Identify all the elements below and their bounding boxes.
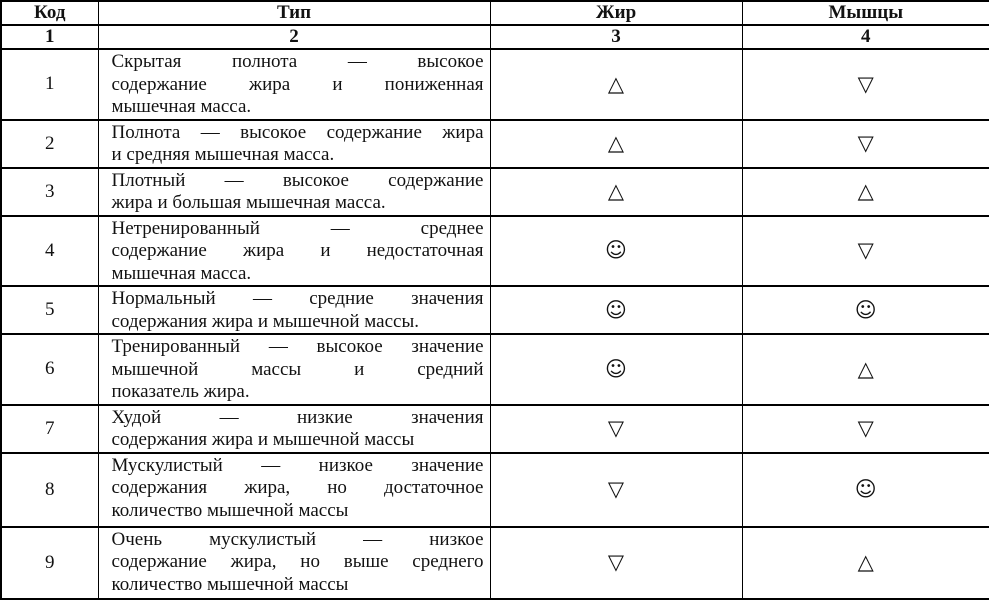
fat-cell: [490, 334, 742, 405]
column-number-1: 1: [1, 25, 98, 49]
triangle-down-icon: ▽: [607, 550, 625, 574]
type-cell: [98, 527, 490, 599]
table-row: [1, 168, 989, 216]
type-text-line: Мускулистый — низкое значение: [111, 454, 484, 476]
type-text-line: и средняя мышечная масса.: [111, 144, 335, 165]
triangle-up-icon: △: [607, 71, 625, 96]
type-text-line: показатель жира.: [111, 381, 250, 402]
type-cell: [98, 168, 490, 216]
triangle-up-icon: △: [857, 356, 874, 381]
table-row: [1, 216, 989, 287]
muscles-cell: [742, 405, 989, 453]
fat-cell: [490, 527, 742, 599]
triangle-down-icon: ▽: [857, 238, 874, 263]
triangle-down-icon: ▽: [607, 416, 625, 440]
code-cell: 6: [1, 334, 98, 405]
type-cell: [98, 453, 490, 527]
table-row: [1, 286, 989, 334]
muscles-cell: [742, 120, 989, 168]
table-row: [1, 453, 989, 527]
type-text-line: содержание жира и недостаточная: [111, 240, 484, 261]
smiley-icon: ☺: [605, 238, 627, 263]
fat-cell: [490, 120, 742, 168]
fat-cell: [490, 286, 742, 334]
triangle-down-icon: ▽: [857, 131, 874, 155]
type-text-line: содержания жира и мышечной массы: [111, 429, 415, 450]
triangle-up-icon: △: [607, 131, 625, 155]
column-header-code: Код: [1, 1, 98, 25]
table-row: [1, 49, 989, 120]
type-text-line: содержание жира, но выше среднего: [111, 551, 484, 572]
type-text-line: мышечной массы и средний: [111, 358, 484, 380]
triangle-down-icon: ▽: [857, 71, 874, 96]
type-text-line: содержание жира и пониженная: [111, 73, 484, 95]
fat-cell: [490, 168, 742, 216]
type-text-line: Плотный — высокое содержание: [111, 169, 484, 191]
smiley-icon: ☺: [605, 356, 627, 381]
type-text-line: жира и большая мышечная масса.: [111, 192, 386, 213]
fat-cell: [490, 216, 742, 287]
header-row: [1, 1, 989, 25]
triangle-up-icon: △: [607, 179, 625, 203]
muscles-cell: [742, 216, 989, 287]
type-text-line: количество мышечной массы: [111, 499, 349, 521]
code-cell: 8: [1, 453, 98, 527]
column-header-type: Тип: [98, 1, 490, 25]
column-number-3: 3: [490, 25, 742, 49]
smiley-icon: ☺: [605, 297, 627, 322]
table-row: [1, 527, 989, 599]
type-text-line: Скрытая полнота — высокое: [111, 51, 484, 72]
type-text-line: Худой — низкие значения: [111, 406, 484, 428]
fat-cell: [490, 49, 742, 120]
type-text-line: мышечная масса.: [111, 96, 252, 117]
triangle-down-icon: ▽: [607, 477, 625, 501]
type-cell: [98, 405, 490, 453]
type-text-line: Нормальный — средние значения: [111, 288, 484, 309]
triangle-down-icon: ▽: [857, 416, 874, 440]
smiley-icon: ☺: [854, 297, 877, 322]
column-number-row: [1, 25, 989, 49]
table-row: [1, 334, 989, 405]
type-text-line: содержания жира, но достаточное: [111, 477, 484, 498]
code-cell: 9: [1, 527, 98, 599]
type-text-line: Тренированный — высокое значение: [111, 336, 484, 357]
code-cell: 1: [1, 49, 98, 120]
table-row: [1, 405, 989, 453]
type-cell: [98, 49, 490, 120]
column-header-fat: Жир: [490, 1, 742, 25]
code-cell: 4: [1, 216, 98, 287]
column-number-4: 4: [742, 25, 989, 49]
table-row: [1, 120, 989, 168]
muscles-cell: [742, 168, 989, 216]
code-cell: 2: [1, 120, 98, 168]
type-text-line: Очень мускулистый — низкое: [111, 528, 484, 550]
triangle-up-icon: △: [857, 550, 874, 574]
code-cell: 3: [1, 168, 98, 216]
muscles-cell: [742, 527, 989, 599]
type-text-line: Полнота — высокое содержание жира: [111, 121, 484, 143]
muscles-cell: [742, 286, 989, 334]
type-text-line: содержания жира и мышечной массы.: [111, 310, 419, 332]
smiley-icon: ☺: [854, 477, 877, 501]
muscles-cell: [742, 334, 989, 405]
code-cell: 5: [1, 286, 98, 334]
triangle-up-icon: △: [857, 179, 874, 203]
fat-cell: [490, 405, 742, 453]
muscles-cell: [742, 49, 989, 120]
column-header-muscles: Мышцы: [742, 1, 989, 25]
type-cell: [98, 334, 490, 405]
code-cell: 7: [1, 405, 98, 453]
type-cell: [98, 216, 490, 287]
column-number-2: 2: [98, 25, 490, 49]
type-text-line: мышечная масса.: [111, 262, 252, 284]
muscles-cell: [742, 453, 989, 527]
type-cell: [98, 120, 490, 168]
type-text-line: Нетренированный — среднее: [111, 217, 484, 239]
fat-cell: [490, 453, 742, 527]
type-text-line: количество мышечной массы: [111, 573, 349, 595]
type-cell: [98, 286, 490, 334]
